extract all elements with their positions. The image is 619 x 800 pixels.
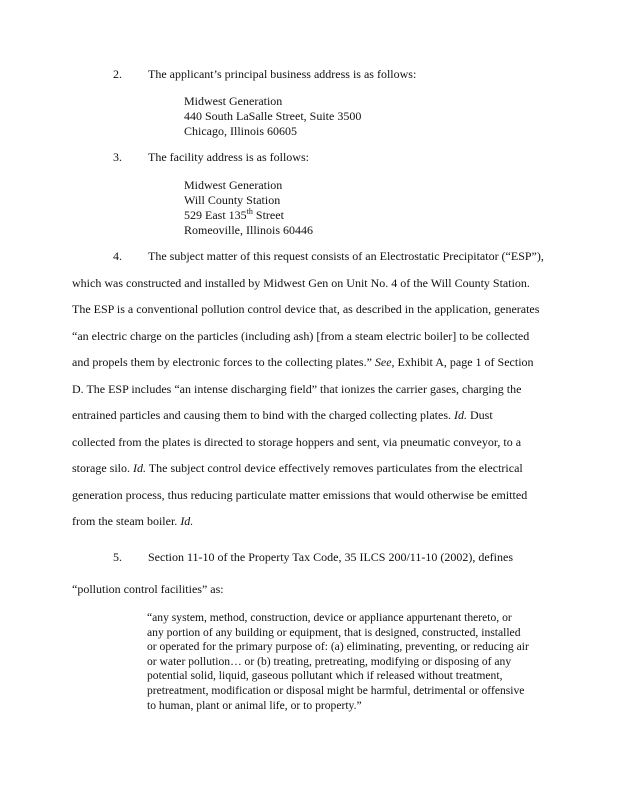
quote-line: any portion of any building or equipment, that is designed, constructed, installed	[147, 625, 521, 639]
para4-line: D. The ESP includes “an intense discharging field” that ionizes the carrier gases, charging the	[72, 382, 522, 396]
para4-number: 4.	[113, 249, 122, 263]
quote-line: potential solid, liquid, gaseous pollutant which if released without treatment,	[147, 669, 503, 683]
para2-address-line: Midwest Generation	[184, 94, 283, 108]
citation-id: Id.	[133, 461, 146, 475]
citation-id: Id.	[180, 514, 194, 528]
quote-line: or operated for the primary purpose of: (a) eliminating, preventing, or reducing air	[147, 640, 529, 654]
para3-lead: The facility address is as follows:	[148, 150, 309, 164]
para3-address	[184, 178, 313, 238]
para4-line: The ESP is a conventional pollution control device that, as described in the application, generates	[72, 302, 540, 316]
para3-address-line: Midwest Generation	[184, 178, 283, 192]
para2-address	[184, 94, 361, 139]
para2-lead: The applicant’s principal business address is as follows:	[148, 67, 417, 81]
para4-line: from the steam boiler. Id.	[72, 514, 194, 528]
para4-line: collected from the plates is directed to storage hoppers and sent, via pneumatic conveyor, to a	[72, 435, 522, 449]
ordinal-suffix: th	[246, 207, 253, 216]
quote-line: to human, plant or animal life, or to property.”	[147, 698, 362, 712]
block-quote	[147, 611, 529, 713]
para4-line: The subject matter of this request consists of an Electrostatic Precipitator (“ESP”),	[148, 249, 544, 263]
para4-line: storage silo. Id. The subject control device effectively removes particulates from the electrical	[72, 461, 523, 475]
para3-address-line: 529 East 135th Street	[184, 207, 284, 222]
quote-line: or water pollution… or (b) treating, pretreating, modifying or disposing of any	[147, 654, 512, 668]
para2-address-line: Chicago, Illinois 60605	[184, 124, 297, 138]
citation-id: Id.	[454, 408, 467, 422]
para4-line: which was constructed and installed by Midwest Gen on Unit No. 4 of the Will County Station.	[72, 276, 530, 290]
quote-line: “any system, method, construction, device or appliance appurtenant thereto, or	[147, 611, 512, 624]
para3-address-line: Romeoville, Illinois 60446	[184, 223, 313, 237]
para4-line: “an electric charge on the particles (including ash) [from a steam electric boiler] to be collected	[72, 329, 530, 343]
para5-lead: Section 11-10 of the Property Tax Code, 35 ILCS 200/11-10 (2002), defines	[148, 550, 513, 564]
para2-address-line: 440 South LaSalle Street, Suite 3500	[184, 109, 362, 123]
para4-line: generation process, thus reducing particulate matter emissions that would otherwise be emitted	[72, 488, 528, 502]
para3-number: 3.	[113, 150, 122, 164]
citation-see: See	[374, 355, 392, 369]
para5-line: “pollution control facilities” as:	[72, 582, 224, 596]
para3-address-line: Will County Station	[184, 193, 281, 207]
para4-line: entrained particles and causing them to bind with the charged collecting plates. Id. Dust	[72, 408, 493, 422]
para4-line: and propels them by electronic forces to the collecting plates.” See, Exhibit A, page 1 of Section	[72, 355, 534, 369]
para5-number: 5.	[113, 550, 122, 564]
para2-number: 2.	[113, 67, 122, 81]
quote-line: pretreatment, modification or disposal might be harmful, detrimental or offensive	[147, 683, 525, 697]
